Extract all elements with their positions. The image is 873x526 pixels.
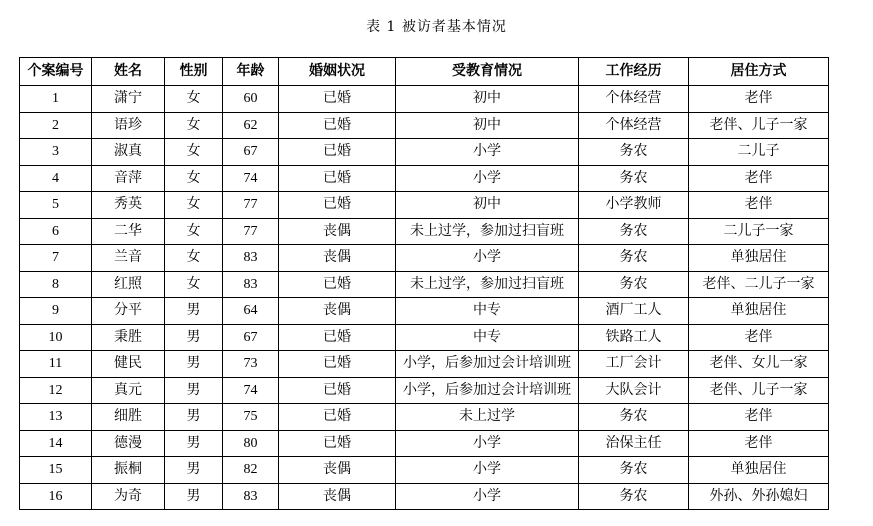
cell-gender: 女 [165,165,223,192]
cell-gender: 女 [165,139,223,166]
table-row [20,483,829,510]
cell-age: 67 [223,324,279,351]
cell-name: 红照 [92,271,165,298]
cell-education: 未上过学 [396,404,579,431]
cell-work-history: 务农 [579,483,689,510]
cell-work-history: 务农 [579,218,689,245]
header-gender: 性别 [165,58,223,86]
cell-name: 潇宁 [92,86,165,113]
cell-living-arrangement: 老伴、女儿一家 [689,351,829,378]
cell-age: 67 [223,139,279,166]
cell-work-history: 个体经营 [579,112,689,139]
cell-age: 77 [223,218,279,245]
table-row [20,351,829,378]
cell-case-id: 9 [20,298,92,325]
cell-name: 秀英 [92,192,165,219]
cell-gender: 男 [165,430,223,457]
respondents-table [19,57,829,510]
table-row [20,218,829,245]
table-row [20,139,829,166]
cell-case-id: 8 [20,271,92,298]
header-age: 年龄 [223,58,279,86]
cell-education: 小学 [396,165,579,192]
cell-education: 小学 [396,483,579,510]
header-living-arrangement: 居住方式 [689,58,829,86]
cell-work-history: 个体经营 [579,86,689,113]
cell-education: 未上过学，参加过扫盲班 [396,271,579,298]
cell-case-id: 2 [20,112,92,139]
table-caption: 表 1 被访者基本情况 [366,19,507,35]
cell-marital-status: 丧偶 [279,218,396,245]
table-row [20,165,829,192]
table-row [20,112,829,139]
cell-gender: 男 [165,298,223,325]
cell-marital-status: 丧偶 [279,298,396,325]
cell-education: 小学 [396,430,579,457]
cell-name: 二华 [92,218,165,245]
table-row [20,86,829,113]
table-row [20,271,829,298]
cell-work-history: 务农 [579,139,689,166]
cell-name: 兰音 [92,245,165,272]
cell-age: 83 [223,245,279,272]
cell-living-arrangement: 二儿子 [689,139,829,166]
cell-name: 健民 [92,351,165,378]
cell-case-id: 15 [20,457,92,484]
cell-age: 74 [223,377,279,404]
cell-work-history: 务农 [579,404,689,431]
cell-education: 初中 [396,112,579,139]
cell-education: 小学 [396,457,579,484]
cell-living-arrangement: 老伴 [689,192,829,219]
cell-case-id: 13 [20,404,92,431]
cell-marital-status: 已婚 [279,165,396,192]
cell-case-id: 16 [20,483,92,510]
header-work-history: 工作经历 [579,58,689,86]
cell-name: 语珍 [92,112,165,139]
cell-age: 75 [223,404,279,431]
cell-gender: 女 [165,218,223,245]
cell-education: 小学，后参加过会计培训班 [396,377,579,404]
table-row [20,298,829,325]
cell-living-arrangement: 老伴 [689,404,829,431]
cell-case-id: 5 [20,192,92,219]
cell-case-id: 1 [20,86,92,113]
cell-age: 80 [223,430,279,457]
cell-work-history: 大队会计 [579,377,689,404]
cell-education: 小学 [396,245,579,272]
cell-work-history: 小学教师 [579,192,689,219]
table-row [20,377,829,404]
cell-education: 中专 [396,298,579,325]
cell-name: 真元 [92,377,165,404]
cell-gender: 女 [165,112,223,139]
cell-marital-status: 已婚 [279,86,396,113]
cell-living-arrangement: 二儿子一家 [689,218,829,245]
cell-living-arrangement: 老伴、二儿子一家 [689,271,829,298]
cell-case-id: 10 [20,324,92,351]
cell-age: 73 [223,351,279,378]
cell-work-history: 铁路工人 [579,324,689,351]
cell-age: 60 [223,86,279,113]
cell-education: 初中 [396,86,579,113]
cell-age: 77 [223,192,279,219]
cell-marital-status: 已婚 [279,139,396,166]
header-name: 姓名 [92,58,165,86]
cell-education: 中专 [396,324,579,351]
cell-marital-status: 已婚 [279,377,396,404]
cell-living-arrangement: 外孙、外孙媳妇 [689,483,829,510]
cell-work-history: 工厂会计 [579,351,689,378]
cell-education: 小学 [396,139,579,166]
cell-marital-status: 丧偶 [279,483,396,510]
cell-case-id: 14 [20,430,92,457]
cell-work-history: 务农 [579,271,689,298]
cell-name: 音萍 [92,165,165,192]
cell-marital-status: 已婚 [279,430,396,457]
cell-age: 82 [223,457,279,484]
cell-gender: 男 [165,457,223,484]
cell-name: 分平 [92,298,165,325]
cell-name: 振桐 [92,457,165,484]
cell-age: 74 [223,165,279,192]
cell-name: 德漫 [92,430,165,457]
cell-living-arrangement: 老伴 [689,324,829,351]
cell-age: 83 [223,271,279,298]
cell-age: 62 [223,112,279,139]
table-row [20,324,829,351]
cell-living-arrangement: 老伴 [689,86,829,113]
cell-marital-status: 已婚 [279,271,396,298]
cell-living-arrangement: 单独居住 [689,457,829,484]
cell-marital-status: 已婚 [279,351,396,378]
cell-case-id: 7 [20,245,92,272]
cell-case-id: 6 [20,218,92,245]
table-row [20,457,829,484]
cell-case-id: 11 [20,351,92,378]
header-row [20,58,829,86]
cell-age: 64 [223,298,279,325]
cell-work-history: 务农 [579,165,689,192]
table-body [20,86,829,510]
table-row [20,245,829,272]
cell-living-arrangement: 老伴、儿子一家 [689,112,829,139]
cell-case-id: 12 [20,377,92,404]
cell-marital-status: 已婚 [279,404,396,431]
cell-education: 未上过学，参加过扫盲班 [396,218,579,245]
cell-marital-status: 丧偶 [279,457,396,484]
cell-marital-status: 已婚 [279,112,396,139]
cell-case-id: 4 [20,165,92,192]
table-row [20,404,829,431]
cell-living-arrangement: 单独居住 [689,298,829,325]
table-row [20,430,829,457]
cell-gender: 男 [165,377,223,404]
cell-education: 初中 [396,192,579,219]
cell-marital-status: 已婚 [279,324,396,351]
header-case-id: 个案编号 [20,58,92,86]
cell-work-history: 治保主任 [579,430,689,457]
cell-name: 淑真 [92,139,165,166]
table-row [20,192,829,219]
cell-work-history: 务农 [579,457,689,484]
cell-age: 83 [223,483,279,510]
cell-name: 秉胜 [92,324,165,351]
cell-gender: 女 [165,271,223,298]
cell-living-arrangement: 老伴 [689,430,829,457]
cell-gender: 男 [165,324,223,351]
cell-living-arrangement: 老伴 [689,165,829,192]
cell-gender: 男 [165,404,223,431]
cell-gender: 男 [165,351,223,378]
cell-work-history: 务农 [579,245,689,272]
cell-education: 小学，后参加过会计培训班 [396,351,579,378]
cell-gender: 男 [165,483,223,510]
cell-case-id: 3 [20,139,92,166]
cell-marital-status: 丧偶 [279,245,396,272]
cell-gender: 女 [165,245,223,272]
cell-name: 细胜 [92,404,165,431]
cell-work-history: 酒厂工人 [579,298,689,325]
header-education: 受教育情况 [396,58,579,86]
cell-name: 为奇 [92,483,165,510]
cell-gender: 女 [165,86,223,113]
cell-gender: 女 [165,192,223,219]
cell-marital-status: 已婚 [279,192,396,219]
cell-living-arrangement: 单独居住 [689,245,829,272]
cell-living-arrangement: 老伴、儿子一家 [689,377,829,404]
header-marital-status: 婚姻状况 [279,58,396,86]
